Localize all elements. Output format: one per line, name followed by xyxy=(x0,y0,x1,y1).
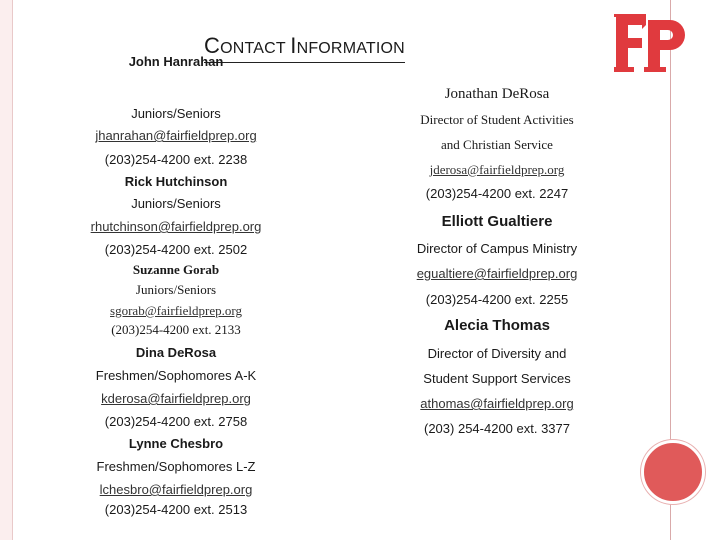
contact-phone: (203)254-4200 ext. 2247 xyxy=(425,186,569,201)
page-title: CONTACT INFORMATION xyxy=(204,33,405,63)
contact-name: Dina DeRosa xyxy=(135,345,217,360)
contact-role: Juniors/Seniors xyxy=(131,196,221,211)
slide-left-border xyxy=(0,0,13,540)
contact-role: Juniors/Seniors xyxy=(131,106,221,121)
fp-logo-icon xyxy=(614,12,686,74)
contact-email-link[interactable]: sgorab@fairfieldprep.org xyxy=(110,303,242,318)
contact-email-link[interactable]: egualtiere@fairfieldprep.org xyxy=(416,266,578,281)
contact-phone: (203)254-4200 ext. 2758 xyxy=(104,414,248,429)
contact-role: Freshmen/Sophomores A-K xyxy=(95,368,257,383)
contact-email-link[interactable]: jderosa@fairfieldprep.org xyxy=(429,162,565,177)
contact-email-link[interactable]: lchesbro@fairfieldprep.org xyxy=(99,482,253,497)
contact-name: Lynne Chesbro xyxy=(128,436,224,451)
contact-phone: (203)254-4200 ext. 2502 xyxy=(104,242,248,257)
contact-email-link[interactable]: rhutchinson@fairfieldprep.org xyxy=(90,219,262,234)
contact-role: and Christian Service xyxy=(441,137,553,152)
contact-phone: (203)254-4200 ext. 2133 xyxy=(111,322,241,337)
contact-name: Jonathan DeRosa xyxy=(444,86,550,102)
contact-role: Director of Campus Ministry xyxy=(416,241,578,256)
contact-role: Director of Student Activities xyxy=(420,112,574,127)
contact-name: Alecia Thomas xyxy=(444,317,550,334)
contact-phone: (203)254-4200 ext. 2513 xyxy=(104,502,248,517)
contact-email-link[interactable]: jhanrahan@fairfieldprep.org xyxy=(95,128,257,143)
contact-role: Director of Diversity and xyxy=(427,346,567,361)
contact-role: Student Support Services xyxy=(423,371,571,386)
contact-phone: (203)254-4200 ext. 2255 xyxy=(425,292,569,307)
contact-name: John Hanrahan xyxy=(128,54,224,69)
contact-phone: (203) 254-4200 ext. 3377 xyxy=(424,421,570,436)
contact-role: Juniors/Seniors xyxy=(135,282,217,297)
contact-phone: (203)254-4200 ext. 2238 xyxy=(104,152,248,167)
decorative-circle xyxy=(641,440,705,504)
contact-name: Elliott Gualtiere xyxy=(441,213,553,230)
contact-role: Freshmen/Sophomores L-Z xyxy=(96,459,256,474)
contact-name: Suzanne Gorab xyxy=(132,262,220,277)
contact-name: Rick Hutchinson xyxy=(124,174,228,189)
contact-email-link[interactable]: athomas@fairfieldprep.org xyxy=(420,396,574,411)
contact-email-link[interactable]: kderosa@fairfieldprep.org xyxy=(101,391,251,406)
